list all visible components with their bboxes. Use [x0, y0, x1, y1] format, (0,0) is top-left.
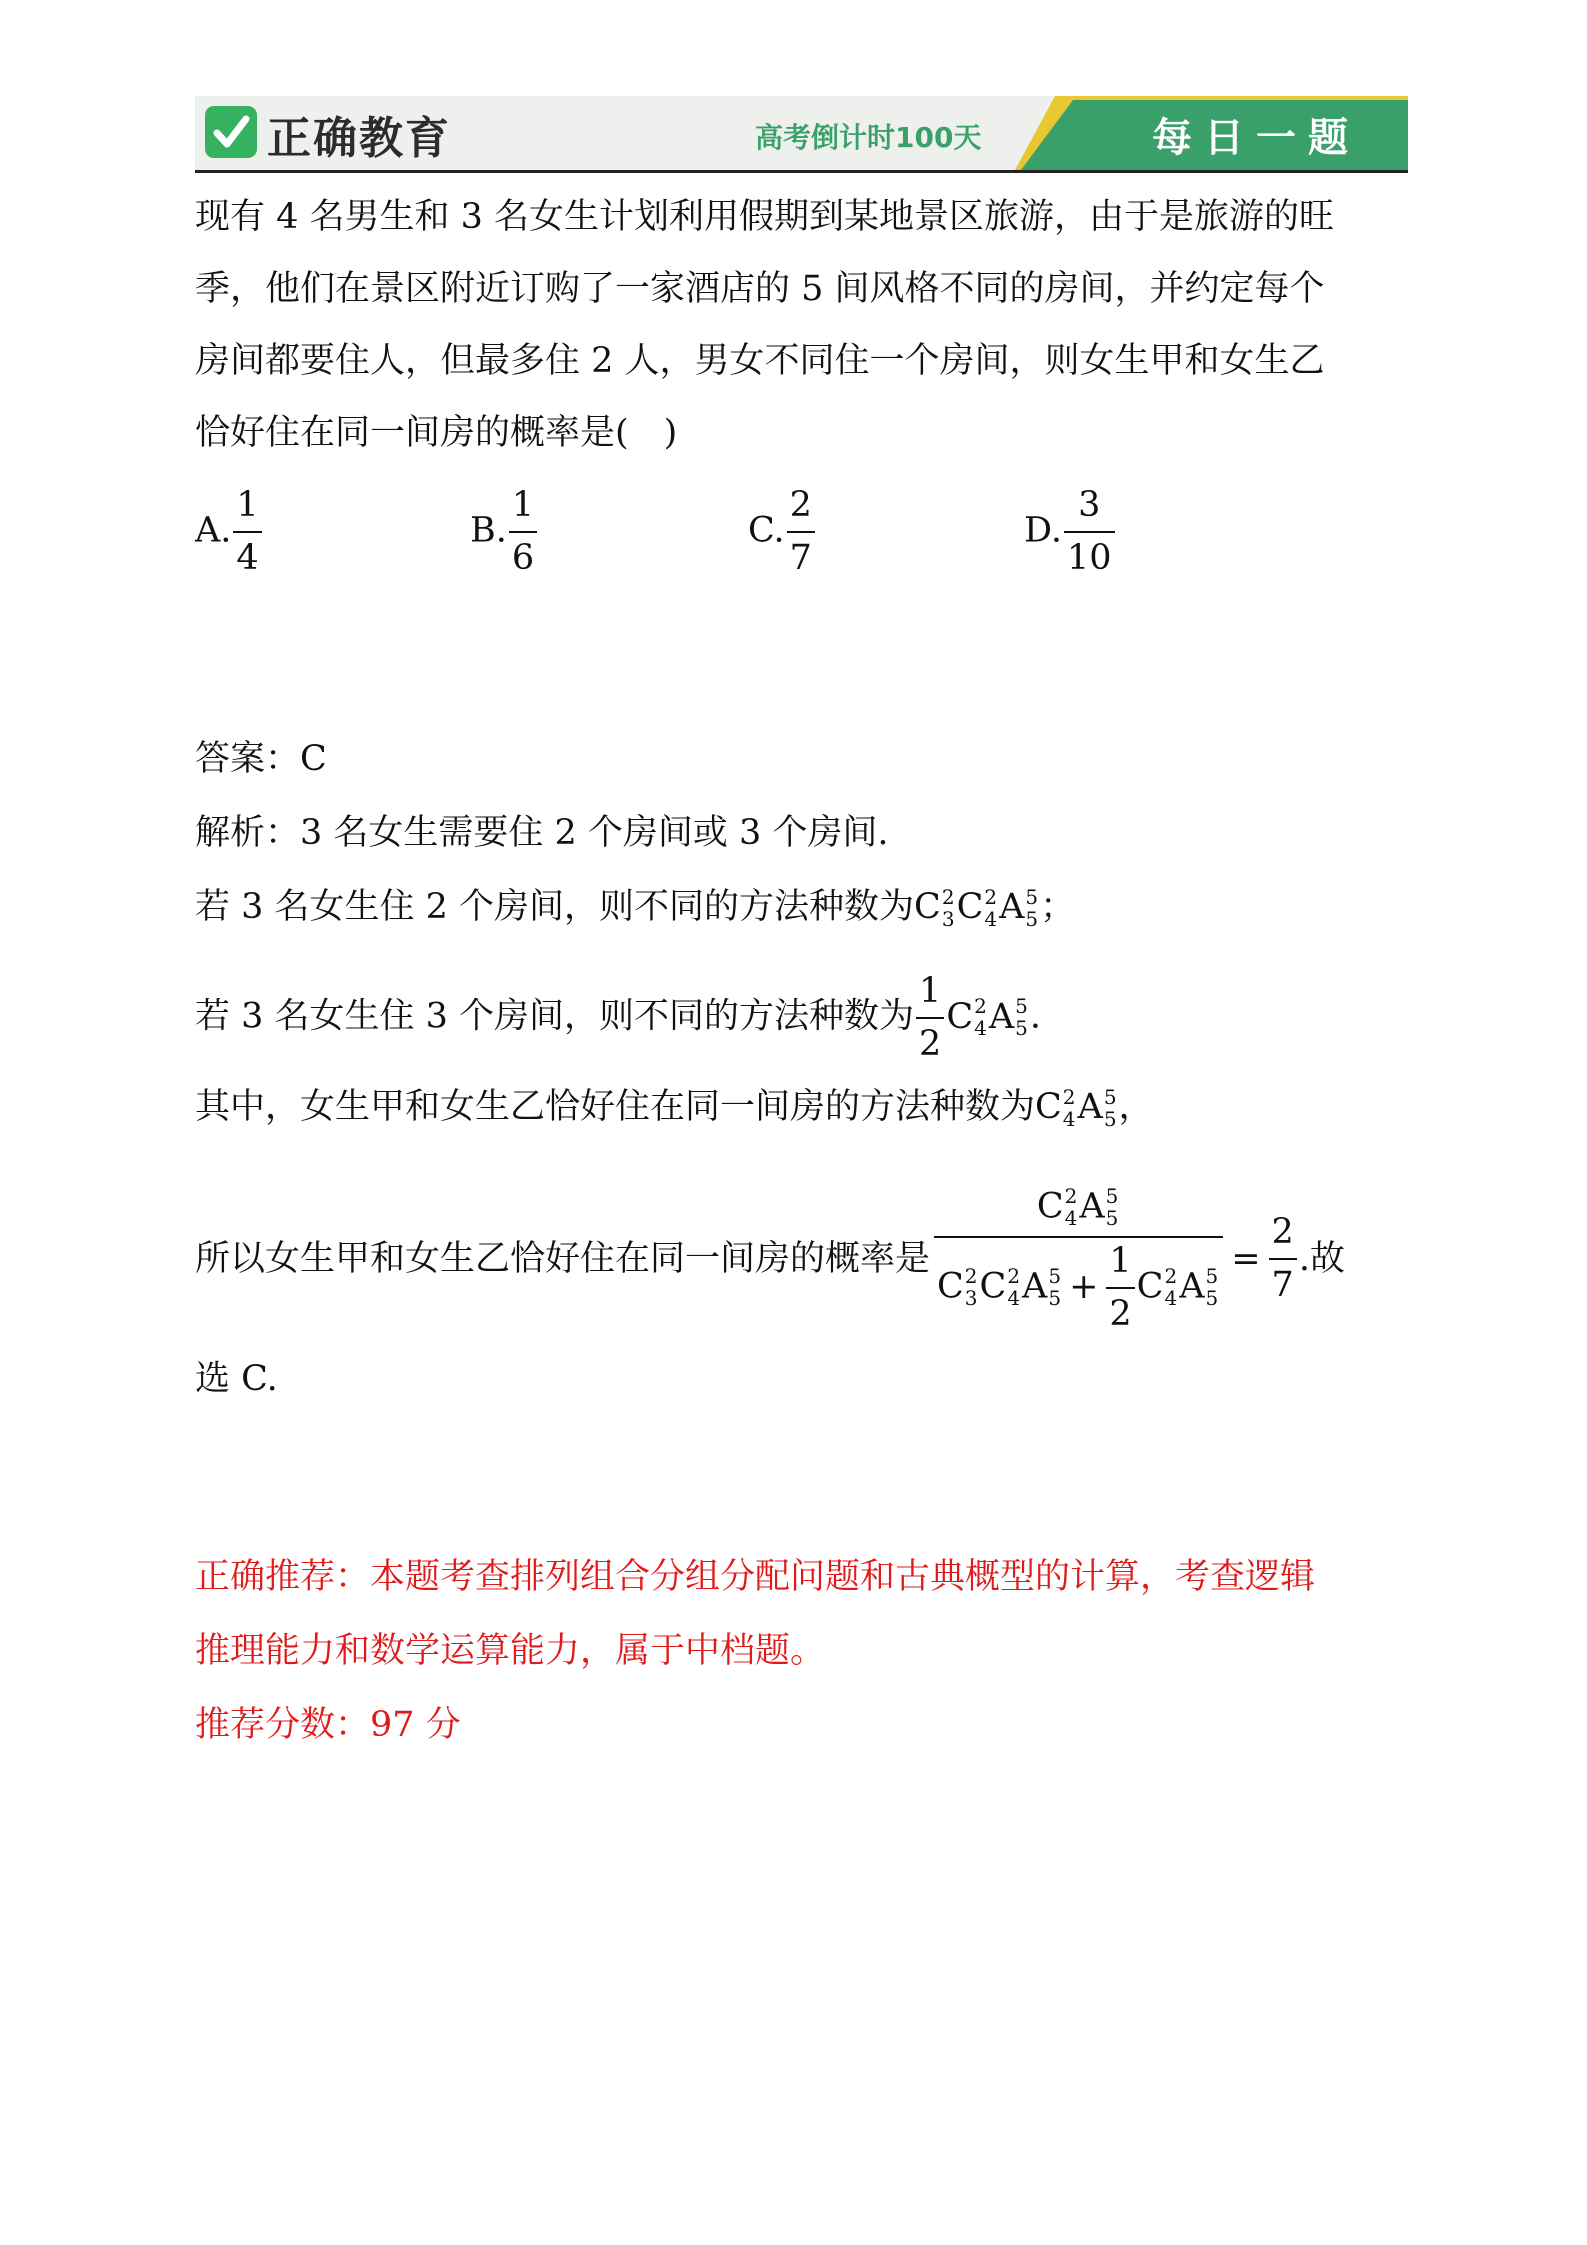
probability-line: 所以女生甲和女生乙恰好住在同一间房的概率是 C 2 4 A 5 5 C 2 3 C 2 4 A 5 5 + $\frac{1}{2}$ C 2 4 A 5 5 = $\frac{2}{7}$ .故	[195, 1184, 1345, 1334]
option-label: A.	[195, 510, 232, 551]
check-icon	[205, 106, 257, 158]
countdown-text: 高考倒计时100天	[755, 121, 982, 154]
option-fraction: $\frac{1}{6}$	[509, 488, 537, 576]
option-fraction: $\frac{3}{10}$	[1064, 488, 1115, 576]
option-label: B.	[470, 510, 507, 551]
question-line-2: 季，他们在景区附近订购了一家酒店的 5 间风格不同的房间，并约定每个	[195, 269, 1325, 309]
header-banner	[195, 96, 1408, 174]
half-fraction: $\frac{1}{2}$	[916, 974, 944, 1062]
logo-text: 正确教育	[267, 113, 451, 164]
header-rule	[195, 170, 1408, 173]
result-fraction: $\frac{2}{7}$	[1269, 1215, 1297, 1303]
case-three-rooms: 若 3 名女生住 3 个房间，则不同的方法种数为 $\frac{1}{2}$ C 2 4 A 5 5 .	[195, 971, 1041, 1064]
question-line-4: 恰好住在同一间房的概率是( )	[195, 413, 678, 453]
conclusion-line: 选 C.	[195, 1359, 278, 1399]
recommend-line-1: 正确推荐：本题考查排列组合分组分配问题和古典概型的计算，考查逻辑	[195, 1557, 1316, 1597]
option-d[interactable]	[1024, 485, 1117, 578]
question-line-3: 房间都要住人，但最多住 2 人，男女不同住一个房间，则女生甲和女生乙	[195, 341, 1325, 381]
option-fraction: $\frac{2}{7}$	[787, 488, 815, 576]
same-room-line: 其中，女生甲和女生乙恰好住在同一间房的方法种数为C 2 4 A 5 5 ，	[195, 1084, 1154, 1131]
option-a[interactable]	[195, 485, 264, 578]
formula-c42-a55: C 2 4 A 5 5	[1035, 1084, 1117, 1131]
formula-c42-a55: C 2 4 A 5 5	[946, 994, 1028, 1040]
formula-c32-c42-a55: C 2 3 C 2 4 A 5 5	[914, 884, 1039, 931]
option-label: D.	[1024, 510, 1062, 551]
option-c[interactable]	[748, 485, 817, 578]
question-line-1: 现有 4 名男生和 3 名女生计划利用假期到某地景区旅游，由于是旅游的旺	[195, 197, 1335, 237]
option-b[interactable]	[470, 485, 539, 578]
daily-question-badge: 每日一题	[1152, 115, 1360, 161]
recommend-score: 推荐分数：97 分	[195, 1705, 461, 1745]
recommend-line-2: 推理能力和数学运算能力，属于中档题。	[195, 1631, 826, 1671]
answer-line: 答案：C	[195, 739, 327, 779]
analysis-line: 解析：3 名女生需要住 2 个房间或 3 个房间.	[195, 813, 889, 853]
option-label: C.	[748, 510, 785, 551]
case-two-rooms: 若 3 名女生住 2 个房间，则不同的方法种数为C 2 3 C 2 4 A 5 5 ；	[195, 884, 1076, 931]
option-fraction: $\frac{1}{4}$	[233, 488, 261, 576]
probability-fraction: C 2 4 A 5 5 C 2 3 C 2 4 A 5 5 + $\frac{1}{2}$ C 2 4 A 5 5	[934, 1186, 1223, 1332]
